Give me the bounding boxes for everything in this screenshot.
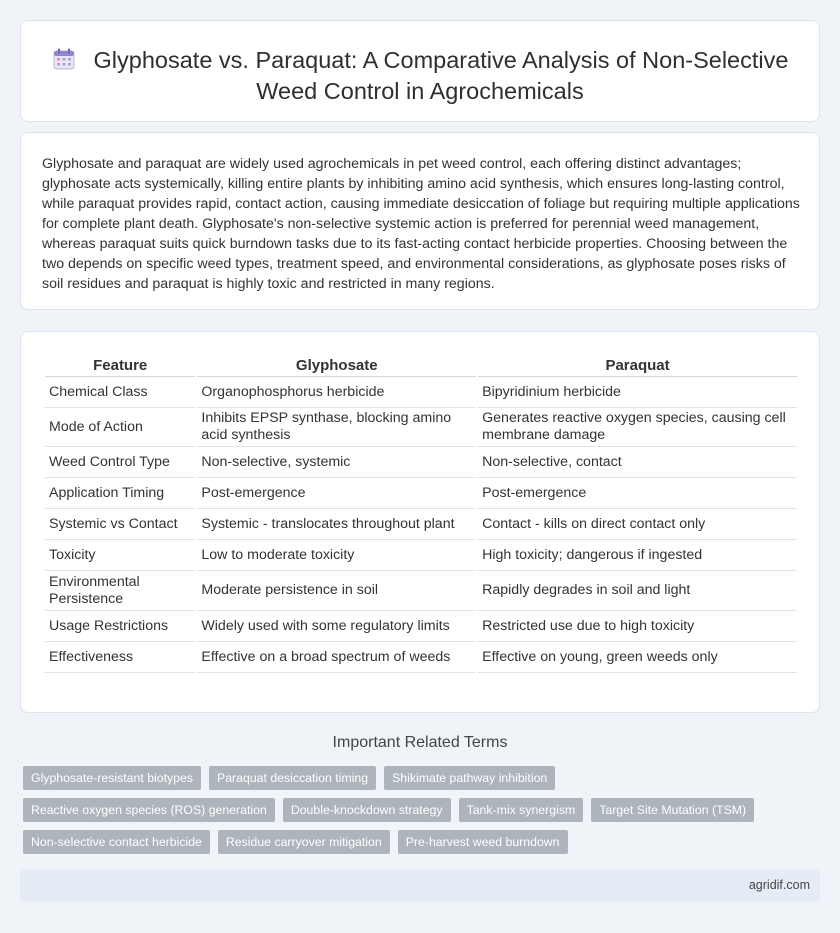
glyphosate-cell: Widely used with some regulatory limits xyxy=(197,611,476,642)
feature-cell: Usage Restrictions xyxy=(45,611,195,642)
paraquat-cell: Rapidly degrades in soil and light xyxy=(478,571,797,611)
related-term-tag[interactable]: Shikimate pathway inhibition xyxy=(384,766,555,790)
related-term-tag[interactable]: Non-selective contact herbicide xyxy=(23,830,210,854)
feature-cell: Toxicity xyxy=(45,540,195,571)
feature-cell: Environmental Persistence xyxy=(45,571,195,611)
paraquat-cell: High toxicity; dangerous if ingested xyxy=(478,540,797,571)
feature-cell: Chemical Class xyxy=(45,377,195,408)
header-card xyxy=(20,20,820,122)
table-row xyxy=(45,447,797,478)
intro-paragraph: Glyphosate and paraquat are widely used agrochemicals in pet weed control, each offering distinct advantages; glyphosate acts systemically, killing entire plants by inhibiting amino acid synthesis, which ensures long-lasting control, while paraquat provides rapid, contact action, causing immediate desiccation of foliage but requiring multiple applications for complete plant death. Glyphosate's non-selective systemic action is preferred for perennial weed management, whereas paraquat suits quick burndown tasks due to its fast-acting contact herbicide properties. Choosing between the two depends on specific weed types, treatment speed, and environmental considerations, as glyphosate poses risks of soil residues and paraquat is highly toxic and restricted in many regions. xyxy=(42,156,800,292)
footer-site-link[interactable]: agridif.com xyxy=(748,878,810,892)
table-row xyxy=(45,509,797,540)
paraquat-cell: Bipyridinium herbicide xyxy=(478,377,797,408)
related-term-tag[interactable]: Double-knockdown strategy xyxy=(283,798,451,822)
related-term-tag[interactable]: Reactive oxygen species (ROS) generation xyxy=(23,798,275,822)
footer-bar xyxy=(20,869,820,902)
header-paraquat: Paraquat xyxy=(478,354,797,377)
header-glyphosate: Glyphosate xyxy=(197,354,476,377)
table-row xyxy=(45,642,797,673)
glyphosate-cell: Moderate persistence in soil xyxy=(197,571,476,611)
feature-cell: Weed Control Type xyxy=(45,447,195,478)
related-term-tag[interactable]: Tank-mix synergism xyxy=(459,798,584,822)
calendar-icon xyxy=(52,47,76,71)
table-row xyxy=(45,377,797,408)
table-row xyxy=(45,611,797,642)
table-row xyxy=(45,540,797,571)
glyphosate-cell: Inhibits EPSP synthase, blocking amino acid synthesis xyxy=(197,408,476,447)
glyphosate-cell: Organophosphorus herbicide xyxy=(197,377,476,408)
title-line-2: Weed Control in Agrochemicals xyxy=(256,78,584,104)
related-term-tag[interactable]: Residue carryover mitigation xyxy=(218,830,390,854)
related-term-tag[interactable]: Paraquat desiccation timing xyxy=(209,766,376,790)
feature-cell: Mode of Action xyxy=(45,408,195,447)
title-heading xyxy=(41,45,799,107)
feature-cell: Systemic vs Contact xyxy=(45,509,195,540)
page-title xyxy=(41,45,799,107)
related-term-tag[interactable]: Target Site Mutation (TSM) xyxy=(591,798,754,822)
related-terms-tags xyxy=(23,766,813,854)
glyphosate-cell: Systemic - translocates throughout plant xyxy=(197,509,476,540)
paraquat-cell: Restricted use due to high toxicity xyxy=(478,611,797,642)
intro-card xyxy=(20,132,820,310)
related-term-tag[interactable]: Glyphosate-resistant biotypes xyxy=(23,766,201,790)
glyphosate-cell: Non-selective, systemic xyxy=(197,447,476,478)
comparison-table-card xyxy=(20,331,820,713)
paraquat-cell: Contact - kills on direct contact only xyxy=(478,509,797,540)
comparison-table xyxy=(43,354,799,673)
related-terms-title: Important Related Terms xyxy=(332,734,508,751)
paraquat-cell: Generates reactive oxygen species, causing cell membrane damage xyxy=(478,408,797,447)
feature-cell: Effectiveness xyxy=(45,642,195,673)
feature-cell: Application Timing xyxy=(45,478,195,509)
paraquat-cell: Effective on young, green weeds only xyxy=(478,642,797,673)
glyphosate-cell: Effective on a broad spectrum of weeds xyxy=(197,642,476,673)
table-row xyxy=(45,571,797,611)
table-row xyxy=(45,408,797,447)
header-feature: Feature xyxy=(45,354,195,377)
paraquat-cell: Non-selective, contact xyxy=(478,447,797,478)
glyphosate-cell: Low to moderate toxicity xyxy=(197,540,476,571)
paraquat-cell: Post-emergence xyxy=(478,478,797,509)
table-header-row xyxy=(45,354,797,377)
title-line-1: Glyphosate vs. Paraquat: A Comparative Analysis of Non-Selective xyxy=(93,47,789,73)
table-row xyxy=(45,478,797,509)
related-term-tag[interactable]: Pre-harvest weed burndown xyxy=(398,830,568,854)
glyphosate-cell: Post-emergence xyxy=(197,478,476,509)
